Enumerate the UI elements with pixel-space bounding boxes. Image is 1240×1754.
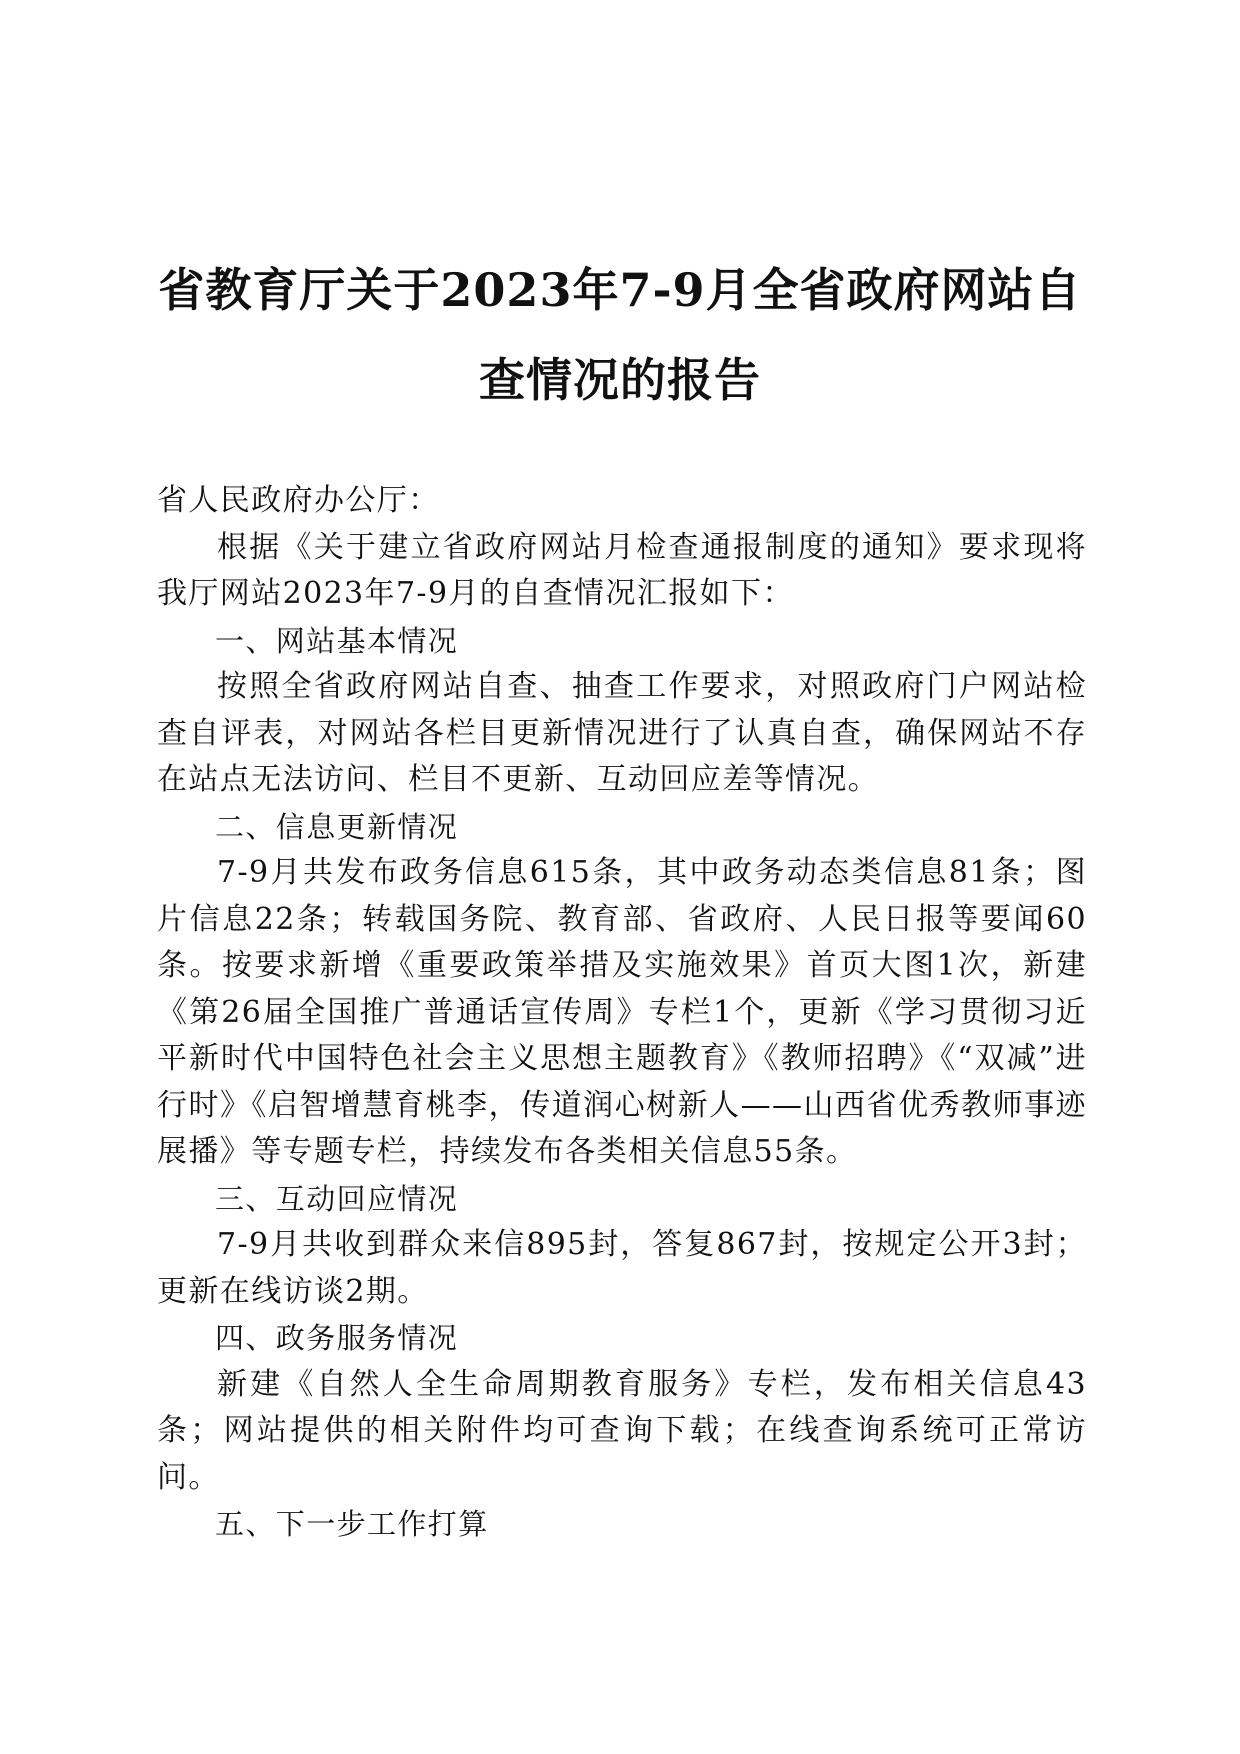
document-body: [157, 478, 1087, 1548]
section-heading-basic: 一、网站基本情况: [215, 623, 459, 658]
section-body-info-update: 7-9月共发布政务信息615条，其中政务动态类信息81条；图片信息22条；转载国务院、教育部、省政府、人民日报等要闻60条。按要求新增《重要政策举措及实施效果》首页大图1次，新建《第26届全国推广普通话宣传周》专栏1个，更新《学习贯彻习近平新时代中国特色社会主义思想主题教育》《教师招聘》《“双减”进行时》《启智增慧育桃李，传道润心树新人——山西省优秀教师事迹展播》等专题专栏，持续发布各类相关信息55条。: [157, 855, 1087, 1169]
salutation: 省人民政府办公厅：: [157, 483, 440, 518]
intro-paragraph: 根据《关于建立省政府网站月检查通报制度的通知》要求现将我厅网站2023年7-9月的自查情况汇报如下：: [157, 529, 1087, 611]
section-heading-next-steps: 五、下一步工作打算: [215, 1507, 489, 1541]
section-heading-info-update: 二、信息更新情况: [215, 809, 459, 844]
document-title-line-2: 查情况的报告: [479, 353, 761, 407]
section-heading-interaction: 三、互动回应情况: [215, 1181, 459, 1216]
document-title-line-1: 省教育厅关于2023年7-9月全省政府网站自: [158, 263, 1082, 317]
section-body-interaction: 7-9月共收到群众来信895封，答复867封，按规定公开3封；更新在线访谈2期。: [157, 1227, 1087, 1309]
section-heading-services: 四、政务服务情况: [215, 1321, 459, 1355]
section-body-basic: 按照全省政府网站自查、抽查工作要求，对照政府门户网站检查自评表，对网站各栏目更新情况进行了认真自查，确保网站不存在站点无法访问、栏目不更新、互动回应差等情况。: [157, 669, 1087, 797]
section-body-services: 新建《自然人全生命周期教育服务》专栏，发布相关信息43条；网站提供的相关附件均可查询下载；在线查询系统可正常访问。: [157, 1366, 1087, 1495]
